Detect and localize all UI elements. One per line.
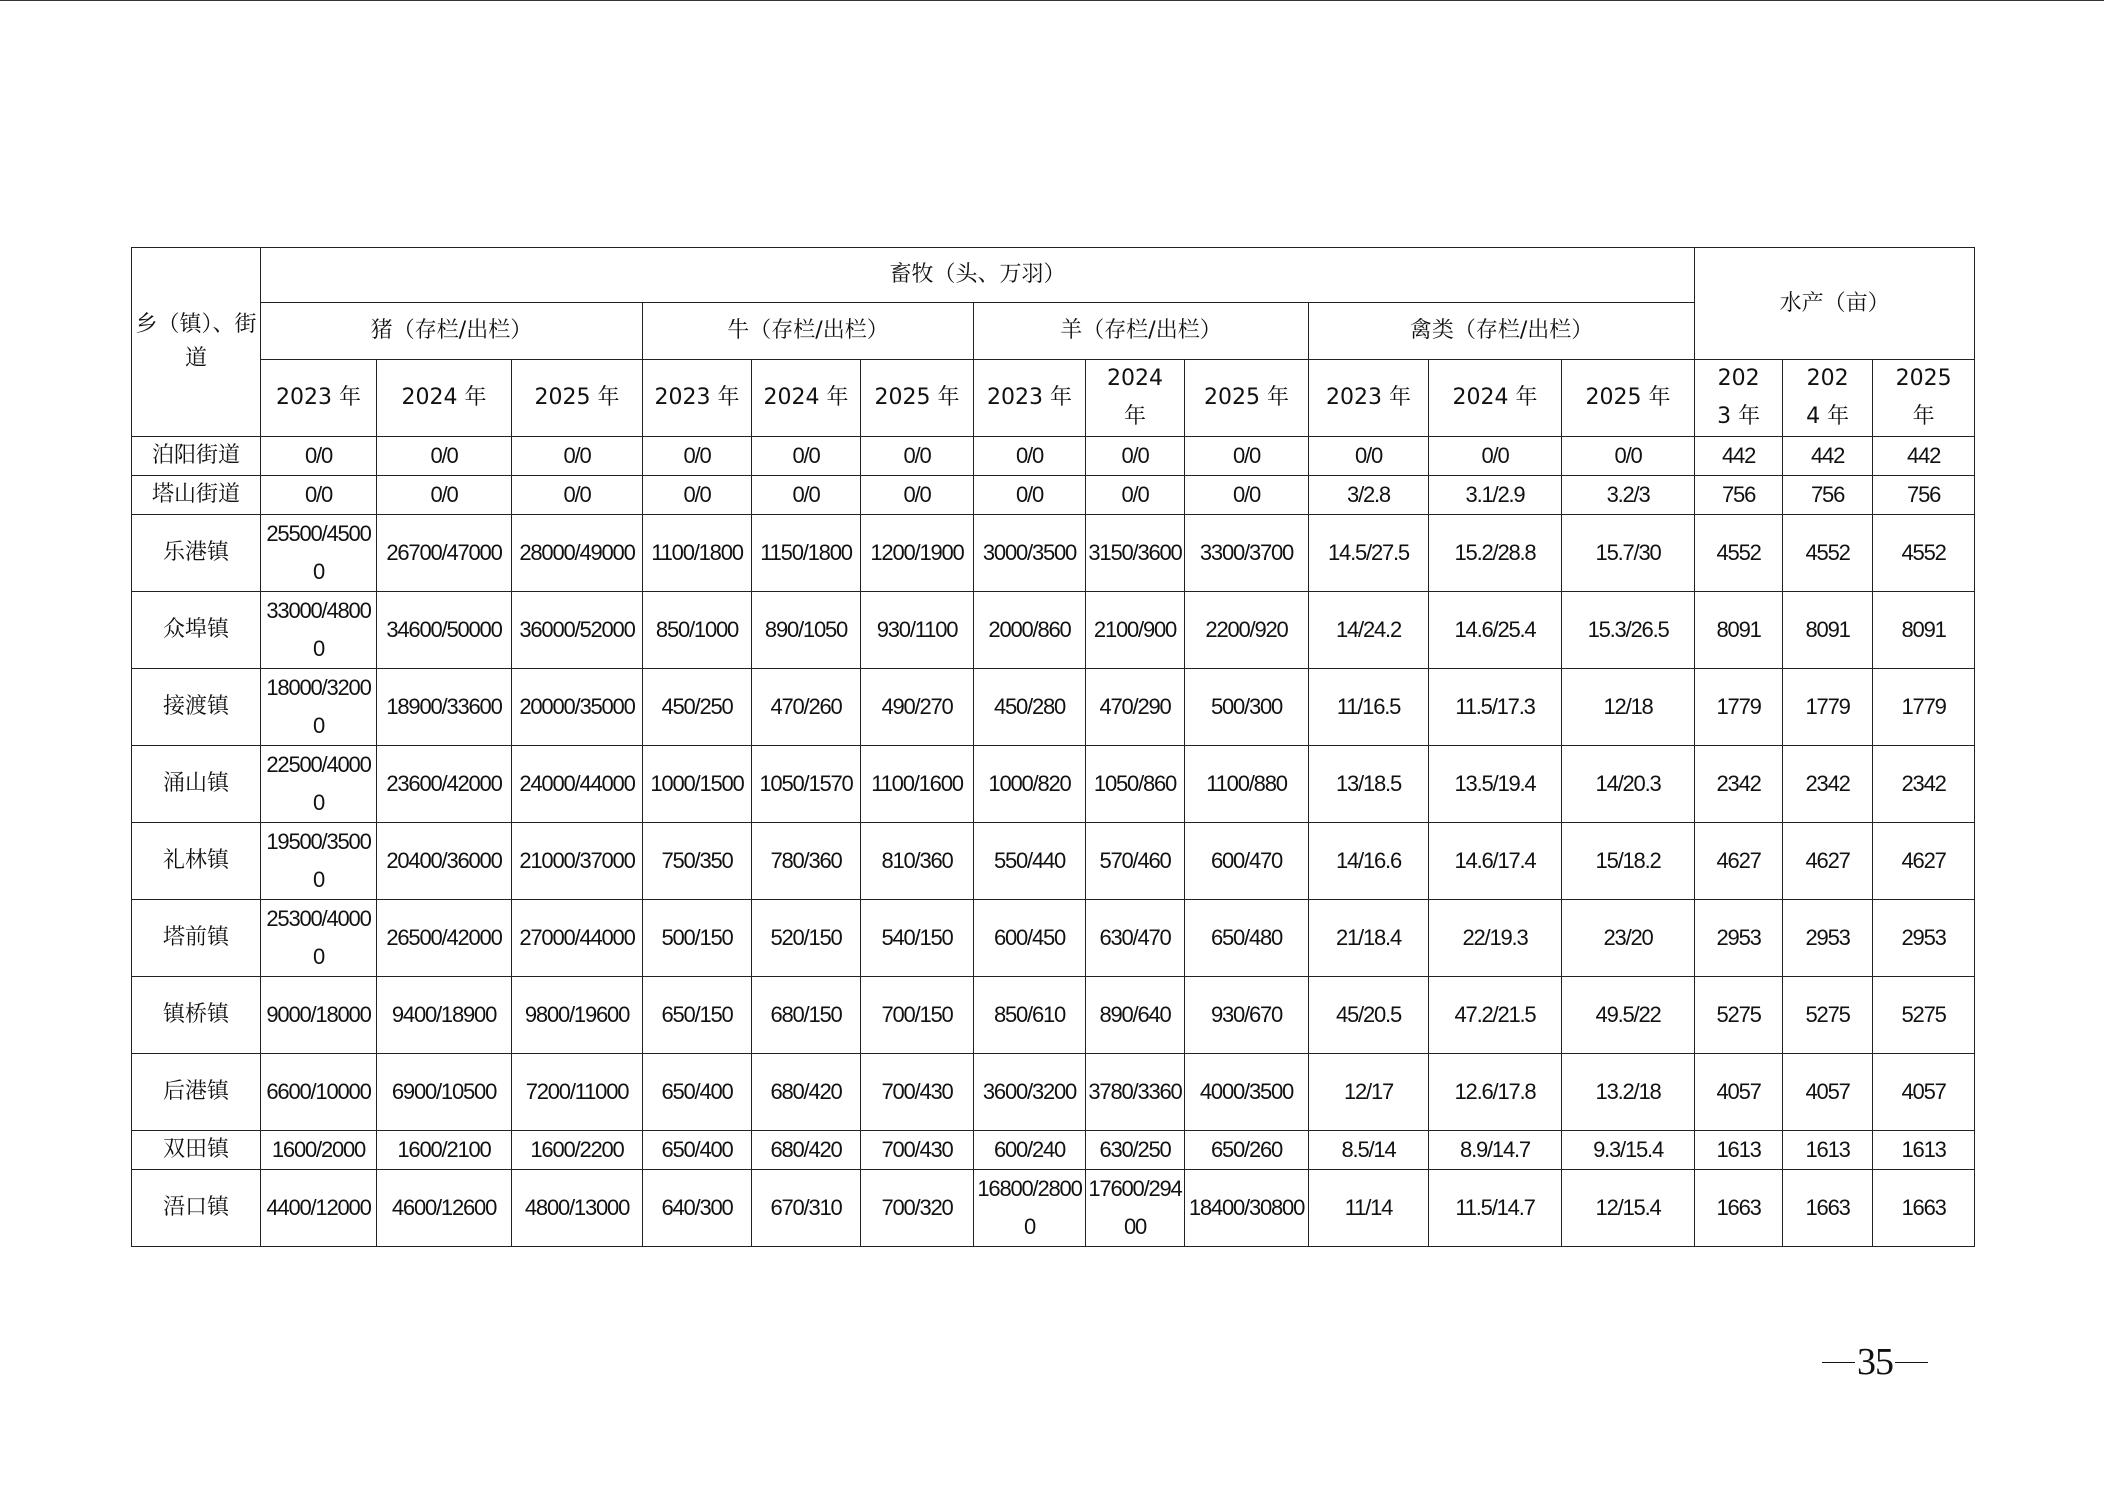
- table-cell: 0/0: [1429, 437, 1562, 476]
- table-cell: 33000/48000: [261, 592, 377, 669]
- town-name: 塔山街道: [132, 476, 261, 515]
- table-cell: 4000/3500: [1185, 1054, 1309, 1131]
- sheep-year-2025: 2025 年: [1185, 360, 1309, 437]
- table-cell: 1200/1900: [861, 515, 974, 592]
- region-column-header: 乡（镇）、街道: [132, 248, 261, 437]
- page-number-left-dash: [1822, 1362, 1855, 1363]
- table-cell: 850/1000: [643, 592, 752, 669]
- table-cell: 0/0: [643, 476, 752, 515]
- table-cell: 0/0: [974, 476, 1086, 515]
- table-cell: 13.5/19.4: [1429, 746, 1562, 823]
- table-cell: 630/250: [1086, 1131, 1185, 1170]
- pig-year-2023: 2023 年: [261, 360, 377, 437]
- table-cell: 26500/42000: [377, 900, 512, 977]
- table-cell: 8091: [1695, 592, 1783, 669]
- table-cell: 1663: [1695, 1170, 1783, 1247]
- table-cell: 0/0: [512, 476, 643, 515]
- table-cell: 1663: [1783, 1170, 1873, 1247]
- table-cell: 5275: [1783, 977, 1873, 1054]
- table-cell: 700/430: [861, 1131, 974, 1170]
- table-cell: 0/0: [512, 437, 643, 476]
- table-row: [132, 977, 1975, 1054]
- table-cell: 810/360: [861, 823, 974, 900]
- table-cell: 1000/820: [974, 746, 1086, 823]
- table-row: [132, 515, 1975, 592]
- table-cell: 450/250: [643, 669, 752, 746]
- table-cell: 680/420: [752, 1054, 861, 1131]
- table-cell: 19500/35000: [261, 823, 377, 900]
- table-cell: 0/0: [974, 437, 1086, 476]
- table-cell: 22500/40000: [261, 746, 377, 823]
- table-cell: 1100/880: [1185, 746, 1309, 823]
- table-cell: 4552: [1783, 515, 1873, 592]
- table-cell: 4057: [1783, 1054, 1873, 1131]
- table-cell: 1150/1800: [752, 515, 861, 592]
- table-cell: 9.3/15.4: [1562, 1131, 1695, 1170]
- table-cell: 756: [1783, 476, 1873, 515]
- town-name: 后港镇: [132, 1054, 261, 1131]
- table-row: [132, 592, 1975, 669]
- pig-header: 猪（存栏/出栏）: [261, 303, 643, 360]
- table-cell: 11.5/17.3: [1429, 669, 1562, 746]
- table-cell: 2953: [1695, 900, 1783, 977]
- table-cell: 2342: [1695, 746, 1783, 823]
- table-cell: 23600/42000: [377, 746, 512, 823]
- table-cell: 4552: [1873, 515, 1975, 592]
- table-cell: 14.6/25.4: [1429, 592, 1562, 669]
- table-cell: 470/290: [1086, 669, 1185, 746]
- table-cell: 24000/44000: [512, 746, 643, 823]
- table-cell: 0/0: [861, 476, 974, 515]
- table-cell: 520/150: [752, 900, 861, 977]
- town-name: 乐港镇: [132, 515, 261, 592]
- table-cell: 13/18.5: [1309, 746, 1429, 823]
- page-number-text: 35: [1857, 1341, 1893, 1383]
- table-cell: 4057: [1695, 1054, 1783, 1131]
- town-name: 涌山镇: [132, 746, 261, 823]
- table-cell: 25300/40000: [261, 900, 377, 977]
- sheep-year-2024: 2024 年: [1086, 360, 1185, 437]
- town-name: 镇桥镇: [132, 977, 261, 1054]
- table-cell: 1613: [1783, 1131, 1873, 1170]
- table-cell: 756: [1695, 476, 1783, 515]
- table-cell: 21/18.4: [1309, 900, 1429, 977]
- table-cell: 21000/37000: [512, 823, 643, 900]
- table-cell: 49.5/22: [1562, 977, 1695, 1054]
- town-name: 接渡镇: [132, 669, 261, 746]
- table-cell: 850/610: [974, 977, 1086, 1054]
- table-cell: 16800/28000: [974, 1170, 1086, 1247]
- table-cell: 12.6/17.8: [1429, 1054, 1562, 1131]
- table-cell: 3/2.8: [1309, 476, 1429, 515]
- table-cell: 650/260: [1185, 1131, 1309, 1170]
- table-cell: 1613: [1873, 1131, 1975, 1170]
- poultry-header: 禽类（存栏/出栏）: [1309, 303, 1695, 360]
- table-cell: 1779: [1783, 669, 1873, 746]
- pig-year-2024: 2024 年: [377, 360, 512, 437]
- table-cell: 0/0: [377, 476, 512, 515]
- table-cell: 3150/3600: [1086, 515, 1185, 592]
- table-cell: 22/19.3: [1429, 900, 1562, 977]
- table-cell: 25500/45000: [261, 515, 377, 592]
- table-cell: 0/0: [643, 437, 752, 476]
- table-cell: 5275: [1873, 977, 1975, 1054]
- table-body: [132, 437, 1975, 1247]
- table-cell: 930/1100: [861, 592, 974, 669]
- table-cell: 630/470: [1086, 900, 1185, 977]
- aquatic-year-2025: 2025 年: [1873, 360, 1975, 437]
- table-cell: 442: [1783, 437, 1873, 476]
- table-cell: 8091: [1783, 592, 1873, 669]
- cattle-year-2024: 2024 年: [752, 360, 861, 437]
- sheep-header: 羊（存栏/出栏）: [974, 303, 1309, 360]
- town-name: 塔前镇: [132, 900, 261, 977]
- table-cell: 28000/49000: [512, 515, 643, 592]
- table-cell: 26700/47000: [377, 515, 512, 592]
- table-cell: 5275: [1695, 977, 1783, 1054]
- table-cell: 15.7/30: [1562, 515, 1695, 592]
- table-cell: 6600/10000: [261, 1054, 377, 1131]
- table-cell: 700/320: [861, 1170, 974, 1247]
- table-cell: 0/0: [1185, 437, 1309, 476]
- table-cell: 756: [1873, 476, 1975, 515]
- aquatic-group-header: 水产（亩）: [1695, 248, 1975, 360]
- table-cell: 15.3/26.5: [1562, 592, 1695, 669]
- table-row: [132, 746, 1975, 823]
- table-cell: 15/18.2: [1562, 823, 1695, 900]
- table-cell: 700/150: [861, 977, 974, 1054]
- poultry-year-2025: 2025 年: [1562, 360, 1695, 437]
- table-cell: 1663: [1873, 1170, 1975, 1247]
- table-cell: 1600/2200: [512, 1131, 643, 1170]
- table-cell: 670/310: [752, 1170, 861, 1247]
- table-cell: 640/300: [643, 1170, 752, 1247]
- cattle-year-2023: 2023 年: [643, 360, 752, 437]
- table-cell: 3000/3500: [974, 515, 1086, 592]
- table-cell: 18400/30800: [1185, 1170, 1309, 1247]
- table-cell: 750/350: [643, 823, 752, 900]
- table-cell: 3.1/2.9: [1429, 476, 1562, 515]
- table-cell: 12/18: [1562, 669, 1695, 746]
- table-cell: 1100/1600: [861, 746, 974, 823]
- pig-year-2025: 2025 年: [512, 360, 643, 437]
- table-cell: 15.2/28.8: [1429, 515, 1562, 592]
- table-cell: 36000/52000: [512, 592, 643, 669]
- table-cell: 1779: [1695, 669, 1783, 746]
- table-cell: 11/14: [1309, 1170, 1429, 1247]
- table-cell: 20000/35000: [512, 669, 643, 746]
- table-cell: 0/0: [261, 437, 377, 476]
- table-cell: 500/300: [1185, 669, 1309, 746]
- table-cell: 14.5/27.5: [1309, 515, 1429, 592]
- town-name: 众埠镇: [132, 592, 261, 669]
- aquatic-year-2024: 2024 年: [1783, 360, 1873, 437]
- table-cell: 550/440: [974, 823, 1086, 900]
- table-cell: 0/0: [377, 437, 512, 476]
- table-cell: 442: [1873, 437, 1975, 476]
- table-cell: 4627: [1783, 823, 1873, 900]
- table-cell: 0/0: [261, 476, 377, 515]
- table-cell: 780/360: [752, 823, 861, 900]
- table-cell: 8091: [1873, 592, 1975, 669]
- table-cell: 1050/1570: [752, 746, 861, 823]
- table-cell: 45/20.5: [1309, 977, 1429, 1054]
- table-cell: 680/420: [752, 1131, 861, 1170]
- table-cell: 0/0: [861, 437, 974, 476]
- table-cell: 470/260: [752, 669, 861, 746]
- table-cell: 0/0: [1185, 476, 1309, 515]
- table-cell: 47.2/21.5: [1429, 977, 1562, 1054]
- table-cell: 2342: [1873, 746, 1975, 823]
- table-cell: 3300/3700: [1185, 515, 1309, 592]
- table-cell: 8.5/14: [1309, 1131, 1429, 1170]
- table-cell: 6900/10500: [377, 1054, 512, 1131]
- table-cell: 17600/29400: [1086, 1170, 1185, 1247]
- cattle-header: 牛（存栏/出栏）: [643, 303, 974, 360]
- poultry-year-2024: 2024 年: [1429, 360, 1562, 437]
- table-cell: 930/670: [1185, 977, 1309, 1054]
- table-cell: 650/480: [1185, 900, 1309, 977]
- table-cell: 12/17: [1309, 1054, 1429, 1131]
- page-number: [1820, 1338, 1930, 1386]
- table-cell: 1613: [1695, 1131, 1783, 1170]
- table-cell: 9400/18900: [377, 977, 512, 1054]
- table-cell: 4057: [1873, 1054, 1975, 1131]
- table-row: [132, 476, 1975, 515]
- table-row: [132, 823, 1975, 900]
- table-cell: 0/0: [752, 476, 861, 515]
- table-row: [132, 1054, 1975, 1131]
- table-cell: 680/150: [752, 977, 861, 1054]
- table-cell: 450/280: [974, 669, 1086, 746]
- table-cell: 18000/32000: [261, 669, 377, 746]
- page-number-right-dash: [1895, 1362, 1928, 1363]
- table-cell: 2100/900: [1086, 592, 1185, 669]
- table-cell: 3.2/3: [1562, 476, 1695, 515]
- table-cell: 4627: [1873, 823, 1975, 900]
- table-cell: 14/24.2: [1309, 592, 1429, 669]
- table-cell: 650/400: [643, 1054, 752, 1131]
- table-cell: 1779: [1873, 669, 1975, 746]
- table-cell: 0/0: [1562, 437, 1695, 476]
- table-row: [132, 900, 1975, 977]
- table-cell: 490/270: [861, 669, 974, 746]
- table-cell: 0/0: [752, 437, 861, 476]
- table-cell: 12/15.4: [1562, 1170, 1695, 1247]
- table-cell: 890/1050: [752, 592, 861, 669]
- table-cell: 14/20.3: [1562, 746, 1695, 823]
- table-cell: 1000/1500: [643, 746, 752, 823]
- table-row: [132, 1170, 1975, 1247]
- table-cell: 0/0: [1309, 437, 1429, 476]
- table-cell: 14.6/17.4: [1429, 823, 1562, 900]
- table-cell: 20400/36000: [377, 823, 512, 900]
- table-cell: 1050/860: [1086, 746, 1185, 823]
- table-row: [132, 669, 1975, 746]
- table-cell: 4800/13000: [512, 1170, 643, 1247]
- table-cell: 18900/33600: [377, 669, 512, 746]
- table-cell: 4627: [1695, 823, 1783, 900]
- table-cell: 2342: [1783, 746, 1873, 823]
- table-cell: 23/20: [1562, 900, 1695, 977]
- table-cell: 2953: [1873, 900, 1975, 977]
- sheep-year-2023: 2023 年: [974, 360, 1086, 437]
- table-cell: 1600/2100: [377, 1131, 512, 1170]
- table-cell: 650/150: [643, 977, 752, 1054]
- table-cell: 890/640: [1086, 977, 1185, 1054]
- table-cell: 8.9/14.7: [1429, 1131, 1562, 1170]
- table-cell: 1600/2000: [261, 1131, 377, 1170]
- table-cell: 2200/920: [1185, 592, 1309, 669]
- table-cell: 27000/44000: [512, 900, 643, 977]
- table-cell: 2000/860: [974, 592, 1086, 669]
- town-name: 浯口镇: [132, 1170, 261, 1247]
- aquatic-year-2023: 2023 年: [1695, 360, 1783, 437]
- table-cell: 0/0: [1086, 437, 1185, 476]
- table-cell: 540/150: [861, 900, 974, 977]
- table-cell: 600/470: [1185, 823, 1309, 900]
- poultry-year-2023: 2023 年: [1309, 360, 1429, 437]
- table-cell: 4400/12000: [261, 1170, 377, 1247]
- table-cell: 4600/12600: [377, 1170, 512, 1247]
- table-cell: 442: [1695, 437, 1783, 476]
- table-cell: 600/450: [974, 900, 1086, 977]
- table-cell: 3780/3360: [1086, 1054, 1185, 1131]
- town-name: 泊阳街道: [132, 437, 261, 476]
- table-cell: 9800/19600: [512, 977, 643, 1054]
- town-name: 礼林镇: [132, 823, 261, 900]
- table-row: [132, 437, 1975, 476]
- livestock-aquatic-table: [131, 247, 1975, 1247]
- table-cell: 570/460: [1086, 823, 1185, 900]
- table-cell: 2953: [1783, 900, 1873, 977]
- table-cell: 11.5/14.7: [1429, 1170, 1562, 1247]
- table-cell: 1100/1800: [643, 515, 752, 592]
- table-cell: 11/16.5: [1309, 669, 1429, 746]
- table-cell: 14/16.6: [1309, 823, 1429, 900]
- table-cell: 4552: [1695, 515, 1783, 592]
- table-cell: 0/0: [1086, 476, 1185, 515]
- table-cell: 13.2/18: [1562, 1054, 1695, 1131]
- table-cell: 7200/11000: [512, 1054, 643, 1131]
- table-cell: 700/430: [861, 1054, 974, 1131]
- livestock-group-header: 畜牧（头、万羽）: [261, 248, 1695, 303]
- table-cell: 500/150: [643, 900, 752, 977]
- cattle-year-2025: 2025 年: [861, 360, 974, 437]
- town-name: 双田镇: [132, 1131, 261, 1170]
- table-cell: 3600/3200: [974, 1054, 1086, 1131]
- table-cell: 9000/18000: [261, 977, 377, 1054]
- table-cell: 600/240: [974, 1131, 1086, 1170]
- table-row: [132, 1131, 1975, 1170]
- top-border-line: [0, 0, 2104, 1]
- table-cell: 34600/50000: [377, 592, 512, 669]
- table-cell: 650/400: [643, 1131, 752, 1170]
